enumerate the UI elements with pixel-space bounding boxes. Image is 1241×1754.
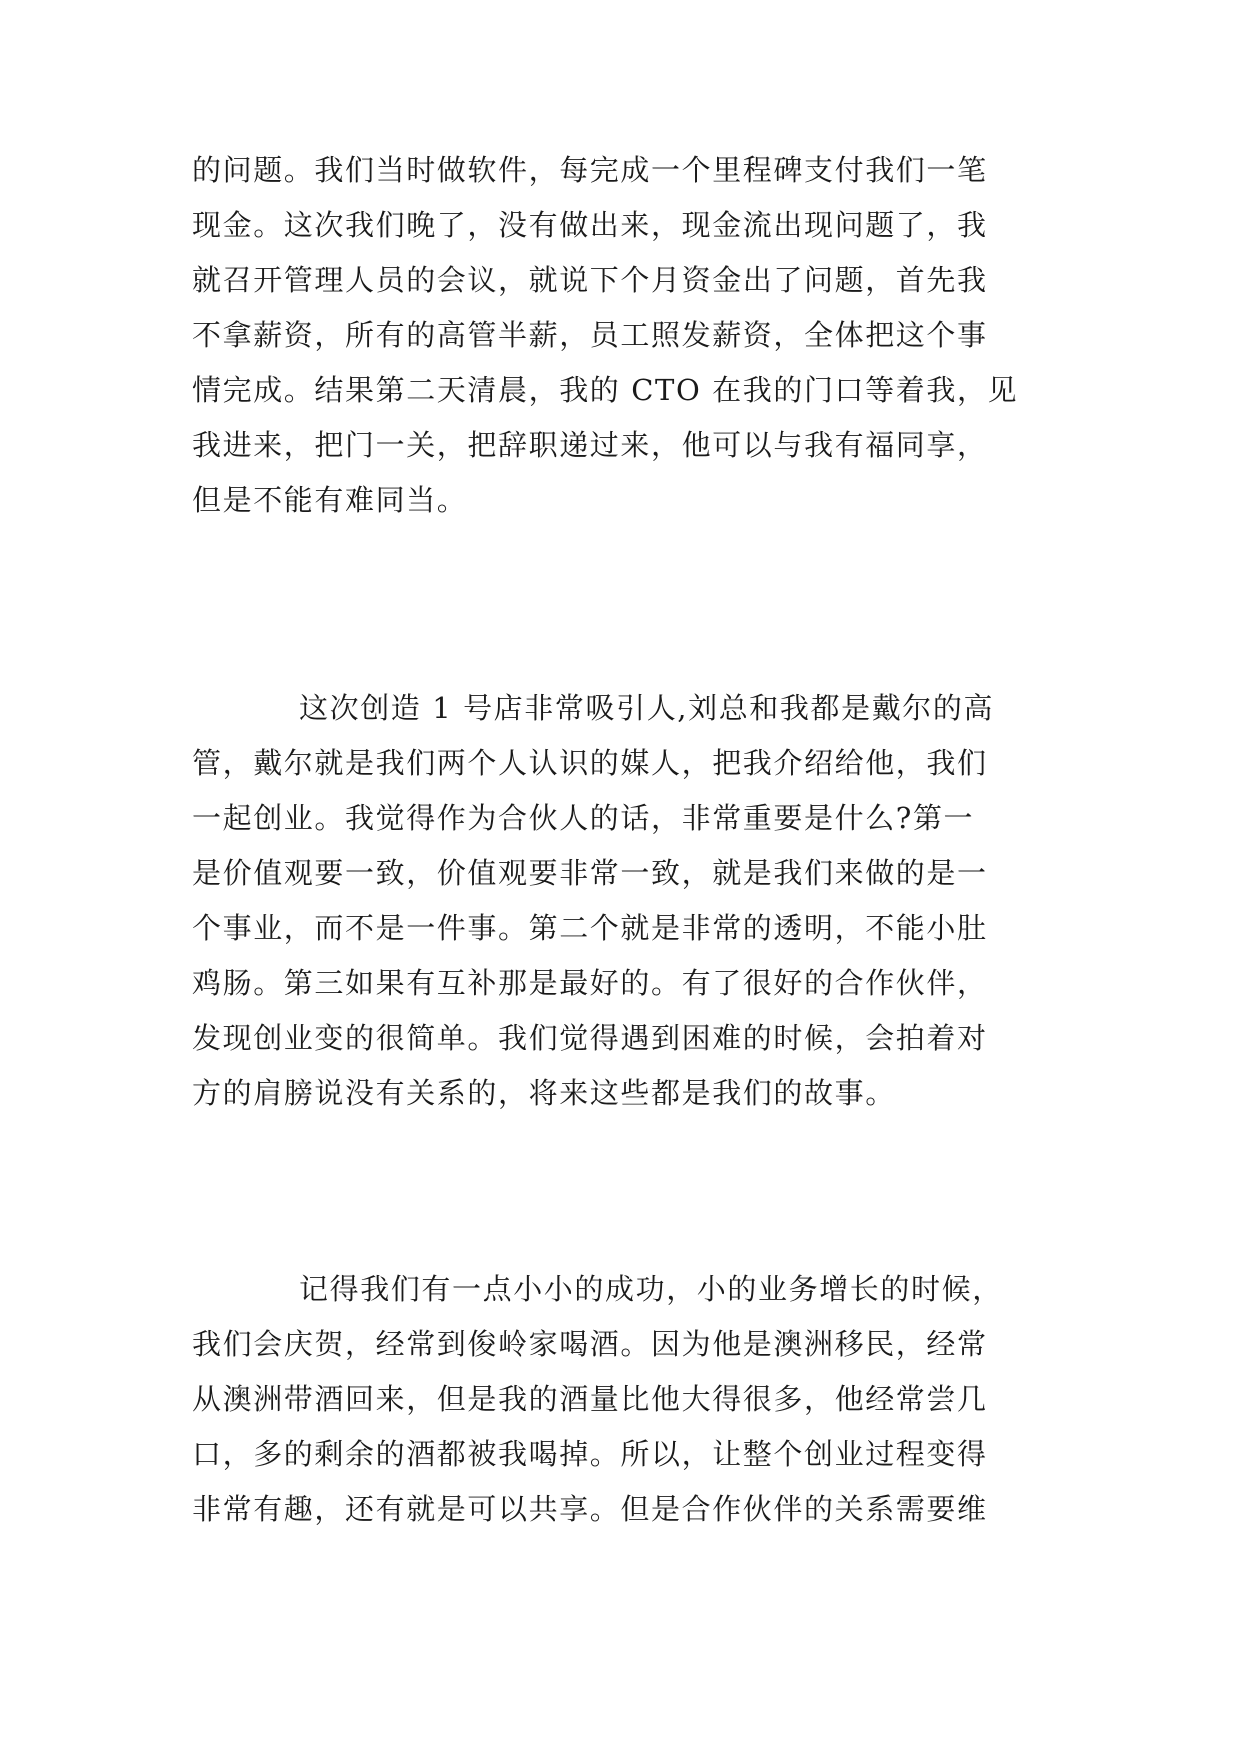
text-line: 非常有趣，还有就是可以共享。但是合作伙伴的关系需要维 (192, 1492, 988, 1526)
text-line: 我们会庆贺，经常到俊岭家喝酒。因为他是澳洲移民，经常 (192, 1327, 988, 1361)
text-line: 但是不能有难同当。 (192, 483, 468, 517)
text-line: 我进来，把门一关，把辞职递过来，他可以与我有福同享， (192, 428, 988, 462)
text-line: 管，戴尔就是我们两个人认识的媒人，把我介绍给他，我们 (192, 746, 988, 780)
text-line: 鸡肠。第三如果有互补那是最好的。有了很好的合作伙伴， (192, 966, 988, 1000)
text-line: 从澳洲带酒回来，但是我的酒量比他大得很多，他经常尝几 (192, 1382, 988, 1416)
text-line: 情完成。结果第二天清晨，我的 CTO 在我的门口等着我，见 (192, 373, 1019, 407)
text-line: 是价值观要一致，价值观要非常一致，就是我们来做的是一 (192, 856, 988, 890)
text-line: 现金。这次我们晚了，没有做出来，现金流出现问题了，我 (192, 208, 988, 242)
text-line: 个事业，而不是一件事。第二个就是非常的透明，不能小肚 (192, 911, 988, 945)
text-line: 不拿薪资，所有的高管半薪，员工照发薪资，全体把这个事 (192, 318, 988, 352)
text-line: 方的肩膀说没有关系的，将来这些都是我们的故事。 (192, 1076, 896, 1110)
text-line: 记得我们有一点小小的成功，小的业务增长的时候， (299, 1272, 1003, 1306)
text-line: 口，多的剩余的酒都被我喝掉。所以，让整个创业过程变得 (192, 1437, 988, 1471)
text-line: 的问题。我们当时做软件，每完成一个里程碑支付我们一笔 (192, 153, 988, 187)
text-line: 发现创业变的很简单。我们觉得遇到困难的时候，会拍着对 (192, 1021, 988, 1055)
text-line: 就召开管理人员的会议，就说下个月资金出了问题，首先我 (192, 263, 988, 297)
text-line: 这次创造 1 号店非常吸引人,刘总和我都是戴尔的高 (299, 691, 995, 725)
text-line: 一起创业。我觉得作为合伙人的话，非常重要是什么?第一 (192, 801, 975, 835)
